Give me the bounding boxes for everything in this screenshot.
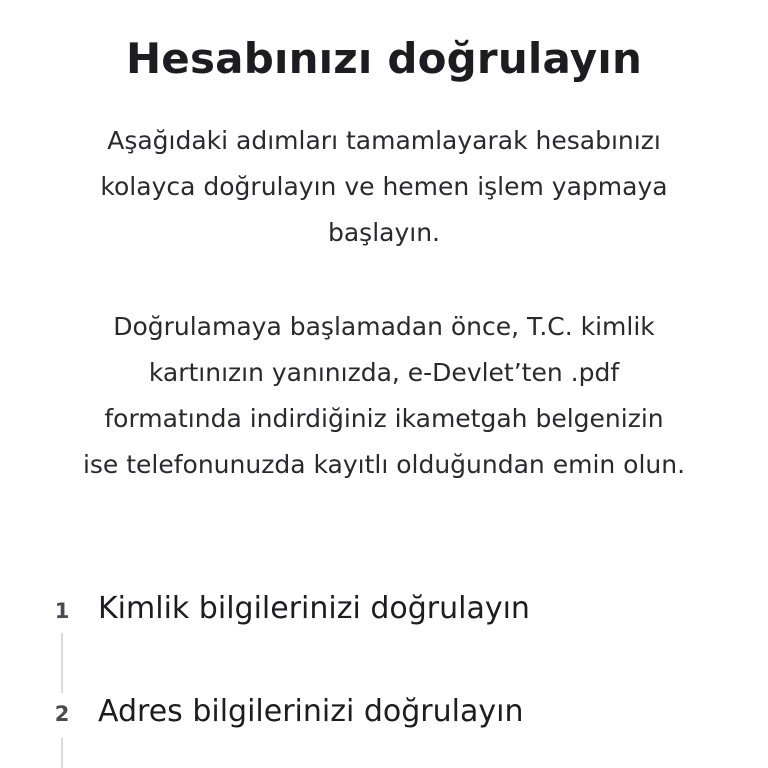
page-title: Hesabınızı doğrulayın bbox=[125, 34, 643, 83]
intro-line: başlayın. bbox=[327, 218, 440, 247]
notice-line: formatında indirdiğiniz ikametgah belgenizin bbox=[104, 404, 664, 433]
notice-text bbox=[20, 304, 748, 488]
notice-line: ise telefonunuzda kayıtlı olduğundan emin olun. bbox=[82, 450, 686, 479]
step-label: Adres bilgilerinizi doğrulayın bbox=[98, 694, 524, 729]
step-number: 1 bbox=[54, 599, 70, 623]
notice-line: kartınızın yanınızda, e-Devlet’ten .pdf bbox=[148, 358, 620, 387]
intro-line: kolayca doğrulayın ve hemen işlem yapmaya bbox=[100, 172, 668, 201]
step-number: 2 bbox=[54, 702, 70, 726]
intro-line: Aşağıdaki adımları tamamlayarak hesabınızı bbox=[107, 126, 661, 155]
intro-text bbox=[20, 118, 748, 256]
step-item-identity[interactable] bbox=[50, 585, 750, 641]
step-connector bbox=[61, 633, 63, 693]
notice-line: Doğrulamaya başlamadan önce, T.C. kimlik bbox=[113, 312, 655, 341]
step-label: Kimlik bilgilerinizi doğrulayın bbox=[98, 591, 530, 626]
step-connector bbox=[61, 738, 63, 768]
step-item-address[interactable] bbox=[50, 688, 750, 744]
